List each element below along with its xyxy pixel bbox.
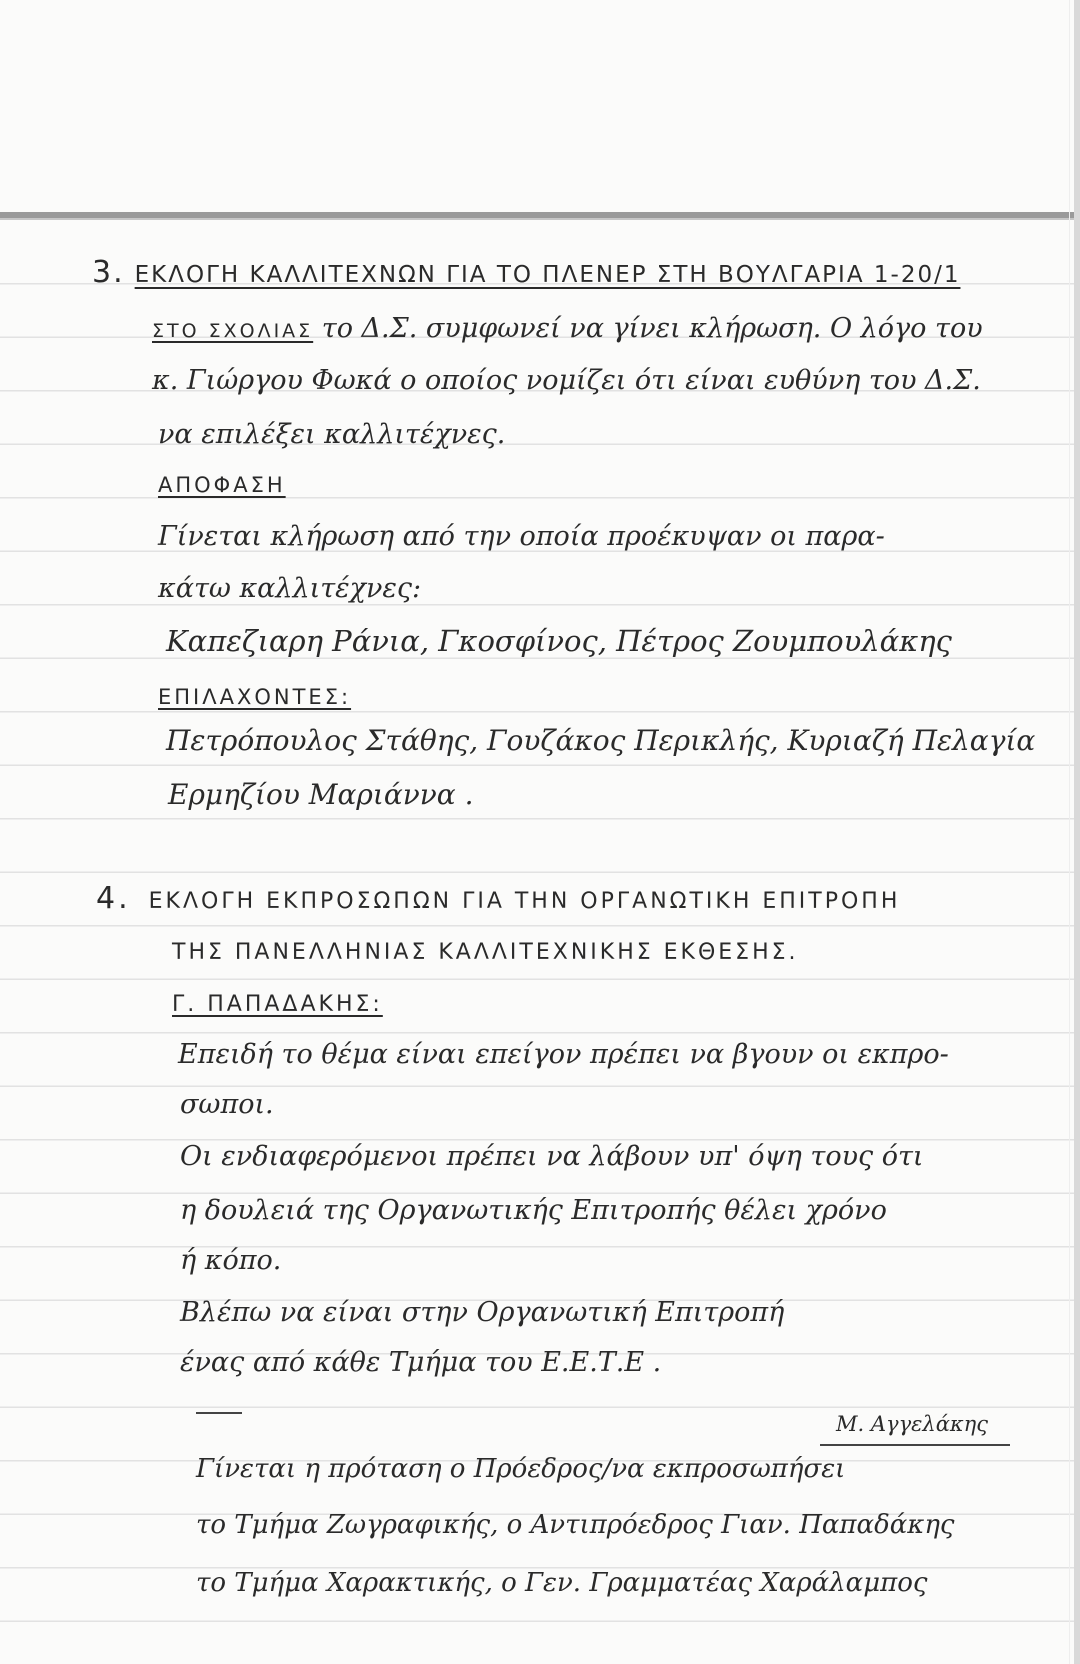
proposal-line: Γίνεται η πρόταση ο Πρόεδρος/να εκπροσωπήσει bbox=[196, 1454, 846, 1484]
proposal-insertion: Μ. Αγγελάκης bbox=[836, 1412, 988, 1436]
section-4-title-line-2: ΤΗΣ ΠΑΝΕΛΛΗΝΙΑΣ ΚΑΛΛΙΤΕΧΝΙΚΗΣ ΕΚΘΕΣΗΣ. bbox=[172, 940, 799, 965]
decision-line: κάτω καλλιτέχνες: bbox=[158, 573, 422, 604]
separator-dash bbox=[196, 1412, 242, 1414]
speech-line: Βλέπω να είναι στην Οργανωτική Επιτροπή bbox=[180, 1297, 785, 1328]
section-3-heading bbox=[92, 256, 960, 292]
section-3-line: κ. Γιώργου Φωκά ο οποίος νομίζει ότι είναι ευθύνη του Δ.Σ. bbox=[152, 365, 981, 396]
comment-text: το Δ.Σ. συμφωνεί να γίνει κλήρωση. Ο λόγο του bbox=[321, 313, 983, 344]
alternates-label: ΕΠΙΛΑΧΟΝΤΕΣ: bbox=[158, 685, 352, 709]
section-3-title: ΕΚΛΟΓΗ ΚΑΛΛΙΤΕΧΝΩΝ ΓΙΑ ΤΟ ΠΛΕΝΕΡ ΣΤΗ ΒΟΥΛΓΑΡΙΑ 1-20/1 bbox=[134, 262, 961, 288]
alternates-line: Πετρόπουλος Στάθης, Γουζάκος Περικλής, Κυριαζή Πελαγία bbox=[166, 724, 1036, 757]
speech-line: η δουλειά της Οργανωτικής Επιτροπής θέλει χρόνο bbox=[180, 1195, 887, 1226]
page-edge bbox=[1074, 0, 1080, 1664]
speaker-label: Γ. ΠΑΠΑΔΑΚΗΣ: bbox=[172, 992, 383, 1017]
proposal-line: το Τμήμα Ζωγραφικής, ο Αντιπρόεδρος Γιαν. Παπαδάκης bbox=[196, 1510, 955, 1540]
speech-line: Οι ενδιαφερόμενοι πρέπει να λάβουν υπ' όψη τους ότι bbox=[180, 1141, 924, 1172]
speech-line: σωποι. bbox=[180, 1089, 274, 1120]
section-3-number: 3. bbox=[92, 255, 125, 290]
blank-top-area bbox=[0, 0, 1080, 212]
insertion-caret-line bbox=[820, 1444, 1010, 1446]
header-rule-thin bbox=[0, 218, 1080, 220]
section-4-heading bbox=[96, 882, 900, 919]
speech-line: Επειδή το θέμα είναι επείγον πρέπει να βγουν οι εκπρο- bbox=[178, 1039, 949, 1070]
selected-artists: Καπεζιαρη Ράνια, Γκοσφίνος, Πέτρος Ζουμπουλάκης bbox=[166, 624, 952, 658]
section-4-title-line-1: ΕΚΛΟΓΗ ΕΚΠΡΟΣΩΠΩΝ ΓΙΑ ΤΗΝ ΟΡΓΑΝΩΤΙΚΗ ΕΠΙΤΡΟΠΗ bbox=[148, 889, 901, 914]
proposal-line: το Τμήμα Χαρακτικής, ο Γεν. Γραμματέας Χαράλαμπος bbox=[196, 1568, 928, 1598]
comment-label: ΣΤΟ ΣΧΟΛΙΑΣ bbox=[152, 320, 314, 342]
section-3-line: να επιλέξει καλλιτέχνες. bbox=[158, 419, 506, 450]
page-edge-line bbox=[1069, 0, 1070, 1664]
section-3-comment-line bbox=[152, 312, 983, 348]
decision-line: Γίνεται κλήρωση από την οποία προέκυψαν οι παρα- bbox=[158, 521, 885, 552]
section-4-number: 4. bbox=[96, 881, 131, 916]
speech-line: ένας από κάθε Τμήμα του Ε.Ε.Τ.Ε . bbox=[180, 1347, 662, 1378]
decision-label: ΑΠΟΦΑΣΗ bbox=[158, 473, 286, 497]
alternates-line: Ερμηζίου Μαριάννα . bbox=[168, 778, 474, 811]
speech-line: ή κόπο. bbox=[180, 1245, 282, 1276]
